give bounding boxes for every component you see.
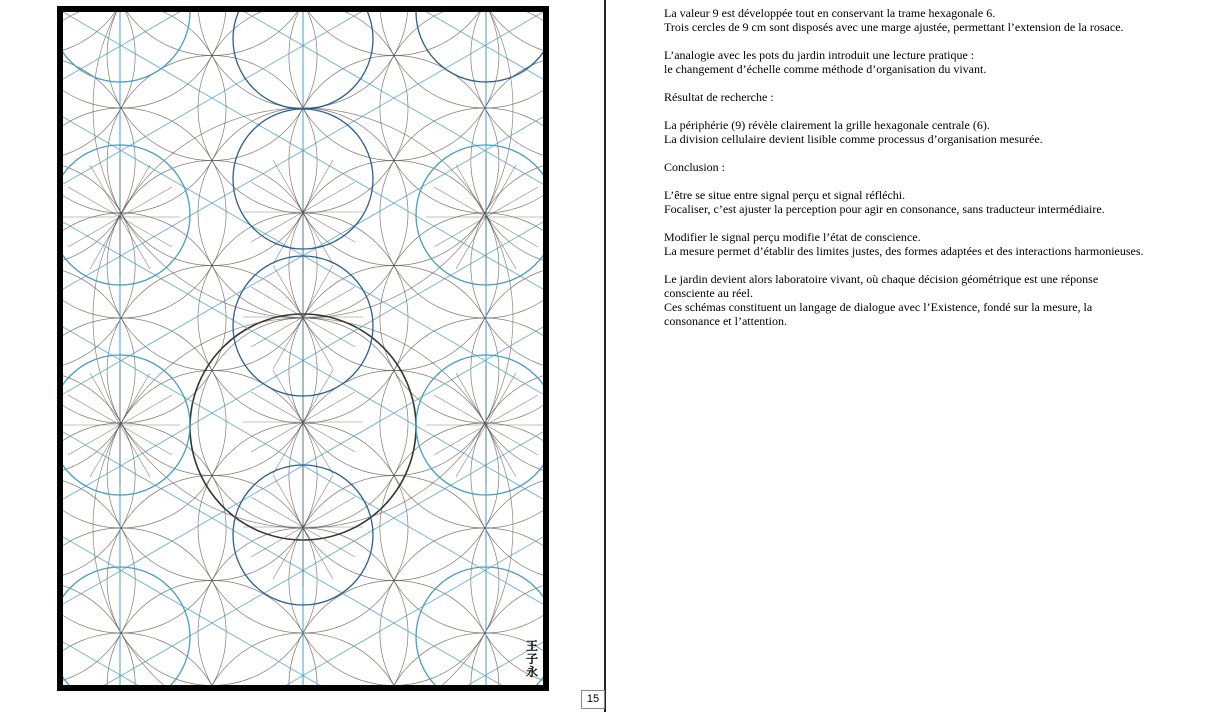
radial-line <box>120 165 150 217</box>
rosette-drawing <box>63 12 543 685</box>
pattern-circle <box>289 12 499 161</box>
radial-line <box>486 217 516 269</box>
radial-line <box>90 165 120 217</box>
radial-line <box>303 475 333 527</box>
paragraph <box>664 188 1174 216</box>
paragraph <box>664 272 1174 328</box>
text-line: consonance et l’attention. <box>664 314 787 328</box>
pattern-circle <box>289 12 499 56</box>
pattern-circle <box>63 633 226 685</box>
blue-circle <box>416 145 543 285</box>
text-line: La valeur 9 est développée tout en conservant la trame hexagonale 6. <box>664 6 996 20</box>
radial-line <box>273 160 303 212</box>
pattern-circle <box>63 318 226 528</box>
pattern-circle <box>107 581 317 686</box>
radial-line <box>273 265 303 317</box>
paragraph <box>664 6 1174 34</box>
text-column <box>664 6 1174 342</box>
radial-line <box>303 265 333 317</box>
paragraph <box>664 90 1174 104</box>
pattern-circle <box>63 476 135 686</box>
pattern-circle <box>63 161 135 371</box>
pattern-circle <box>63 266 135 476</box>
pattern-circle <box>471 266 543 476</box>
text-line: Focaliser, c’est ajuster la perception pour agir en consonance, sans traducteur intermédiaire. <box>664 202 1105 216</box>
pattern-circle <box>380 213 543 423</box>
pattern-circle <box>63 108 226 318</box>
pattern-circle <box>63 56 135 266</box>
text-line: Résultat de recherche : <box>664 90 774 104</box>
blue-circle <box>63 567 190 685</box>
page-number[interactable]: 15 <box>581 690 605 709</box>
pattern-circle <box>471 371 543 581</box>
pattern-circle <box>63 371 135 581</box>
pattern-circle <box>63 423 226 633</box>
artist-signature: 王子永 <box>525 639 538 679</box>
radial-line <box>486 165 516 217</box>
radial-line <box>456 165 486 217</box>
text-line: consciente au réel. <box>664 286 753 300</box>
pattern-circle <box>380 12 543 213</box>
radial-line <box>486 217 538 247</box>
radial-line <box>434 425 486 455</box>
radial-line <box>303 160 333 212</box>
radial-line <box>68 217 120 247</box>
radial-line <box>90 373 120 425</box>
text-line: Modifier le signal perçu modifie l’état de conscience. <box>664 230 921 244</box>
text-line: La division cellulaire devient lisible comme processus d’organisation mesurée. <box>664 132 1043 146</box>
text-line: Conclusion : <box>664 160 726 174</box>
geometric-artwork <box>57 6 549 691</box>
blue-circle <box>63 145 190 285</box>
text-line: L’analogie avec les pots du jardin introduit une lecture pratique : <box>664 48 975 62</box>
pattern-circle <box>380 423 543 633</box>
paragraph <box>664 118 1174 146</box>
blue-circle <box>416 567 543 685</box>
paragraph <box>664 230 1174 258</box>
text-line: La mesure permet d’établir des limites justes, des formes adaptées et des interactions harmonieuses. <box>664 244 1144 258</box>
radial-line <box>303 527 333 579</box>
text-line: Ces schémas constituent un langage de dialogue avec l’Existence, fondé sur la mesure, la <box>664 300 1093 314</box>
pattern-circle <box>380 633 543 685</box>
radial-line <box>90 217 120 269</box>
radial-line <box>273 475 303 527</box>
paragraph <box>664 48 1174 76</box>
radial-line <box>68 187 120 217</box>
text-line: La périphérie (9) révèle clairement la grille hexagonale centrale (6). <box>664 118 990 132</box>
radial-line <box>120 425 172 455</box>
text-line: le changement d’échelle comme méthode d’organisation du vivant. <box>664 62 987 76</box>
pattern-circle <box>63 213 226 423</box>
paragraph <box>664 160 1174 174</box>
pattern-circle <box>107 12 317 56</box>
pattern-circle <box>107 12 317 161</box>
text-line: Trois cercles de 9 cm sont disposés avec une marge ajustée, permettant l’extension de la rosace. <box>664 20 1124 34</box>
text-line: Le jardin devient alors laboratoire vivant, où chaque décision géométrique est une réponse <box>664 272 1099 286</box>
radial-line <box>273 527 303 579</box>
radial-line <box>486 373 516 425</box>
pattern-circle <box>63 12 226 213</box>
pattern-circle <box>380 108 543 318</box>
radial-line <box>273 317 303 369</box>
page-divider <box>604 0 606 712</box>
pattern-circle <box>471 161 543 371</box>
pattern-circle <box>471 56 543 266</box>
radial-line <box>303 317 333 369</box>
pattern-circle <box>289 581 499 686</box>
pattern-circle <box>380 318 543 528</box>
radial-line <box>486 187 538 217</box>
text-line: L’être se situe entre signal perçu et signal réfléchi. <box>664 188 906 202</box>
